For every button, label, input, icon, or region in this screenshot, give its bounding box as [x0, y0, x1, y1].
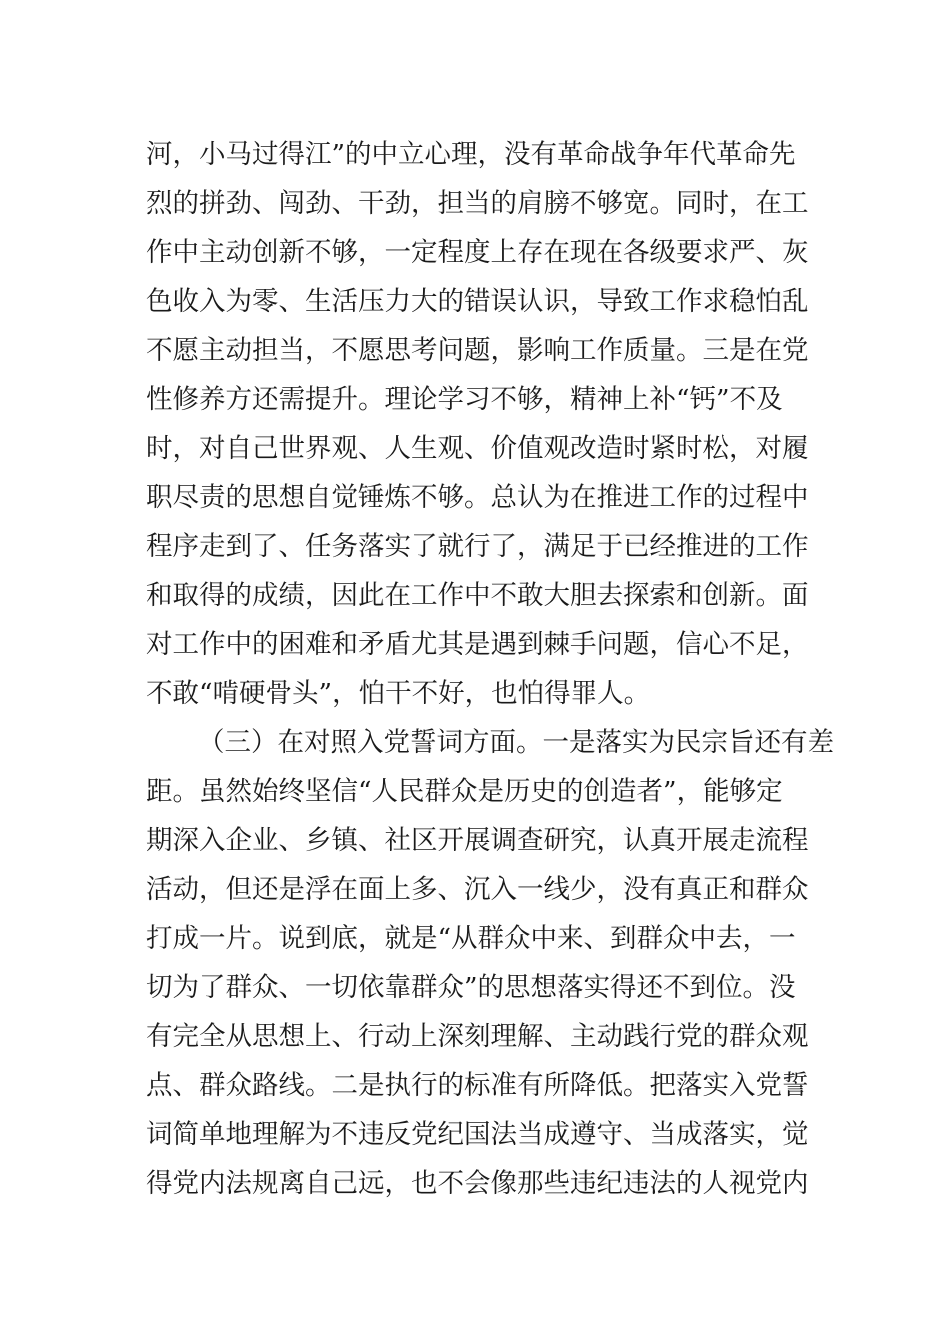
- text-line: 词简单地理解为不违反党纪国法当成遵守、当成落实，觉: [146, 1119, 809, 1150]
- text-line: 切为了群众、一切依靠群众”的思想落实得还不到位。没: [146, 972, 796, 1003]
- text-line: 职尽责的思想自觉锤炼不够。总认为在推进工作的过程中: [146, 482, 809, 513]
- text-line: 作中主动创新不够，一定程度上存在现在各级要求严、灰: [146, 237, 809, 268]
- text-line: 程序走到了、任务落实了就行了，满足于已经推进的工作: [146, 531, 809, 562]
- section-heading-line: （三）在对照入党誓词方面。一是落实为民宗旨还有差: [198, 727, 834, 758]
- text-line: 性修养方还需提升。理论学习不够，精神上补“钙”不及: [146, 384, 783, 415]
- text-line: 点、群众路线。二是执行的标准有所降低。把落实入党誓: [146, 1070, 809, 1101]
- text-line: 烈的拼劲、闯劲、干劲，担当的肩膀不够宽。同时，在工: [146, 188, 809, 219]
- text-line: 距。虽然始终坚信“人民群众是历史的创造者”，能够定: [146, 776, 783, 807]
- text-line: 打成一片。说到底，就是“从群众中来、到群众中去，一: [146, 923, 796, 954]
- text-line: 对工作中的困难和矛盾尤其是遇到棘手问题，信心不足，: [146, 629, 809, 660]
- text-line: 时，对自己世界观、人生观、价值观改造时紧时松，对履: [146, 433, 809, 464]
- text-line: 得党内法规离自己远，也不会像那些违纪违法的人视党内: [146, 1168, 809, 1199]
- text-line: 有完全从思想上、行动上深刻理解、主动践行党的群众观: [146, 1021, 809, 1052]
- text-line: 期深入企业、乡镇、社区开展调查研究，认真开展走流程: [146, 825, 809, 856]
- text-line: 不敢“啃硬骨头”，怕干不好，也怕得罪人。: [146, 678, 651, 709]
- text-line: 活动，但还是浮在面上多、沉入一线少，没有真正和群众: [146, 874, 809, 905]
- text-line: 和取得的成绩，因此在工作中不敢大胆去探索和创新。面: [146, 580, 809, 611]
- text-line: 河，小马过得江”的中立心理，没有革命战争年代革命先: [146, 139, 796, 170]
- text-line: 不愿主动担当，不愿思考问题，影响工作质量。三是在党: [146, 335, 809, 366]
- text-line: 色收入为零、生活压力大的错误认识，导致工作求稳怕乱: [146, 286, 809, 317]
